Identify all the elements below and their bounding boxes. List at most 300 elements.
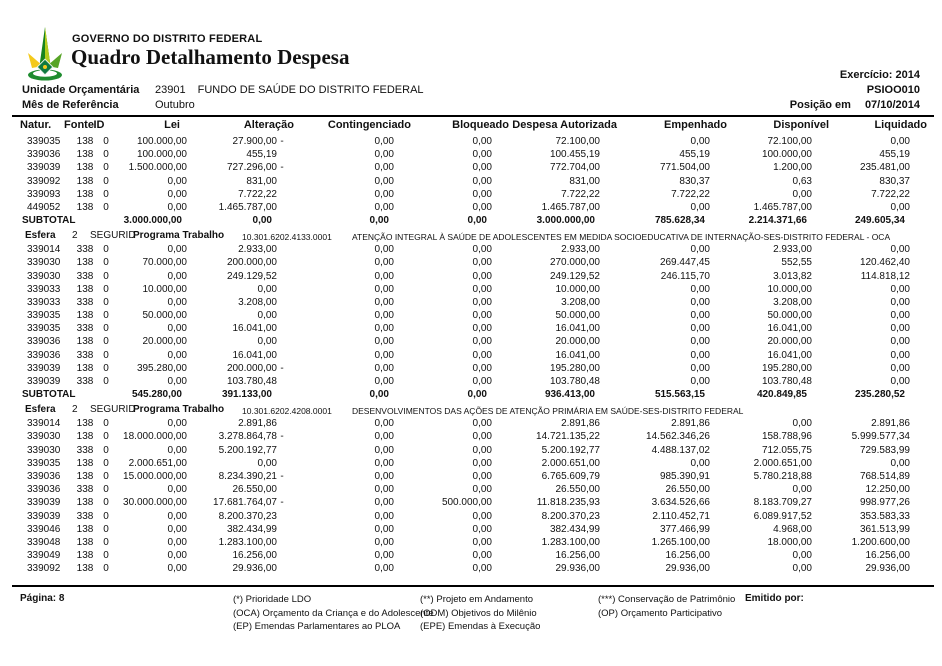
cell: 0,00	[792, 188, 812, 200]
cell: 0,00	[374, 244, 394, 256]
cell: 6.765.609,79	[541, 470, 600, 482]
column-header: Alteração	[243, 119, 294, 131]
cell: 72.100,00	[555, 136, 600, 147]
cell: 0,00	[374, 418, 394, 430]
table-row	[20, 296, 942, 309]
cell: 0,00	[374, 149, 394, 161]
cell: 103.780,48	[549, 376, 600, 387]
cell: 0,00	[167, 536, 187, 548]
cell: 0,00	[167, 201, 187, 213]
table-row	[20, 201, 942, 214]
cell: 377.466,99	[659, 523, 710, 535]
cell: 0,00	[374, 444, 394, 456]
cell: 30.000.000,00	[123, 497, 187, 509]
cell: 0,00	[890, 283, 910, 295]
cell: 0,00	[472, 296, 492, 308]
cell: 0,00	[472, 244, 492, 256]
cell: 0	[103, 270, 109, 282]
table-row	[20, 549, 942, 562]
cell: 1.465.787,00	[753, 201, 812, 213]
cell: 0,00	[472, 376, 492, 387]
cell: 269.447,45	[659, 257, 710, 269]
cell: 6.089.917,52	[753, 510, 812, 522]
cell: 0,00	[792, 418, 812, 430]
subtotal-cell: 391.133,00	[221, 389, 272, 401]
cell: 0,00	[890, 349, 910, 361]
cell: 0	[103, 244, 109, 256]
work-program-label: Programa Trabalho	[133, 404, 225, 416]
cell: 8.200.370,23	[541, 510, 600, 522]
cell: 338	[76, 510, 94, 522]
cell: 0,00	[374, 484, 394, 496]
cell: 0,00	[890, 310, 910, 322]
subtotal-cell: 0,00	[252, 215, 272, 227]
budget-unit-name: FUNDO DE SAÚDE DO DISTRITO FEDERAL	[197, 84, 424, 96]
page-footer	[0, 585, 942, 666]
cell: 0,00	[257, 283, 277, 295]
cell: 338	[76, 484, 94, 496]
budget-unit-code: 23901	[155, 84, 186, 96]
cell: 0,00	[472, 510, 492, 522]
work-program-label: Programa Trabalho	[133, 230, 225, 242]
cell: 0,00	[167, 376, 187, 387]
cell: 0,00	[167, 175, 187, 187]
nature-code-cell: 339036	[27, 336, 61, 348]
cell: 0,00	[690, 244, 710, 256]
cell: 0,00	[792, 563, 812, 575]
table-row	[20, 309, 942, 322]
cell: 338	[76, 349, 94, 361]
cell: 382.434,99	[226, 523, 277, 535]
subtotal-row	[20, 388, 942, 402]
cell: 100.000,00	[136, 149, 187, 161]
nature-code-cell: 339039	[27, 376, 61, 387]
cell: 0,00	[472, 188, 492, 200]
reference-month-row	[22, 99, 195, 111]
cell: 29.936,00	[665, 563, 710, 575]
cell: 0,00	[374, 270, 394, 282]
cell: 0,00	[374, 523, 394, 535]
subtotal-cell: 0,00	[467, 389, 487, 401]
cell: 16.041,00	[555, 349, 600, 361]
nature-code-cell: 339036	[27, 149, 61, 161]
cell: 0,00	[167, 188, 187, 200]
nature-code-cell: 339036	[27, 349, 61, 361]
cell: 0,00	[257, 336, 277, 348]
subtotal-cell: 785.628,34	[654, 215, 705, 227]
cell: 0,00	[374, 310, 394, 322]
cell: 0,00	[890, 296, 910, 308]
cell: 0,63	[792, 175, 812, 187]
position-date	[790, 99, 920, 111]
cell: 249.129,52	[226, 270, 277, 282]
nature-code-cell: 339030	[27, 257, 61, 269]
column-header: Despesa Autorizada	[512, 119, 617, 131]
cell: 0	[103, 188, 109, 200]
column-header: Natur.	[20, 119, 52, 131]
nature-code-cell: 339048	[27, 536, 61, 548]
nature-code-cell: 339049	[27, 550, 61, 562]
cell: 0,00	[472, 201, 492, 213]
table-row	[20, 362, 942, 375]
nature-code-cell: 339039	[27, 510, 61, 522]
cell: 0,00	[472, 149, 492, 161]
cell: 138	[76, 188, 94, 200]
cell: 138	[76, 336, 94, 348]
cell: 10.000,00	[555, 283, 600, 295]
cell: 100.455,19	[549, 149, 600, 161]
cell: 235.481,00	[859, 162, 910, 174]
cell: 2.891,86	[871, 418, 910, 430]
subtotal-cell: 515.563,15	[654, 389, 705, 401]
cell: 29.936,00	[232, 563, 277, 575]
cell: 0,00	[374, 470, 394, 482]
cell: 0,00	[472, 283, 492, 295]
legend-item: (OCA) Orçamento da Criança e do Adolescente	[233, 607, 434, 619]
cell: 249.129,52	[549, 270, 600, 282]
cell: 20.000,00	[142, 336, 187, 348]
nature-code-cell: 339035	[27, 310, 61, 322]
cell: 3.208,00	[238, 296, 277, 308]
cell: 0	[103, 457, 109, 469]
cell: 16.256,00	[665, 550, 710, 562]
work-program-code: 10.301.6202.4208.0001	[242, 405, 332, 416]
nature-code-cell: 339092	[27, 563, 61, 575]
cell: 0	[103, 310, 109, 322]
cell: 0	[103, 257, 109, 269]
cell: 138	[76, 523, 94, 535]
cell: 0	[103, 175, 109, 187]
cell: 138	[76, 283, 94, 295]
cell: 0	[103, 296, 109, 308]
cell: 18.000,00	[767, 536, 812, 548]
nature-code-cell: 339036	[27, 484, 61, 496]
cell: 0,00	[690, 376, 710, 387]
cell: 382.434,99	[549, 523, 600, 535]
nature-code-cell: 339030	[27, 444, 61, 456]
cell: 0,00	[374, 349, 394, 361]
cell: 2.891,86	[671, 418, 710, 430]
cell: 338	[76, 323, 94, 335]
cell: 158.788,96	[761, 431, 812, 443]
cell: 138	[76, 536, 94, 548]
cell: 729.583,99	[859, 444, 910, 456]
cell: 0,00	[472, 444, 492, 456]
nature-code-cell: 339033	[27, 283, 61, 295]
table-row	[20, 375, 942, 388]
cell: 0	[103, 376, 109, 387]
cell: 16.256,00	[232, 550, 277, 562]
cell: 830,37	[879, 175, 910, 187]
cell: 138	[76, 136, 94, 147]
cell: 395.280,00	[136, 362, 187, 374]
column-header: Fonte	[64, 119, 94, 131]
cell: 3.208,00	[773, 296, 812, 308]
column-header: ID	[93, 119, 105, 131]
subtotal-cell: 0,00	[369, 215, 389, 227]
cell: 338	[76, 296, 94, 308]
nature-code-cell: 339035	[27, 457, 61, 469]
cell: 1.200.600,00	[851, 536, 910, 548]
esfera-value: 2	[72, 404, 78, 416]
cell: 100.000,00	[136, 136, 187, 147]
cell: 0	[103, 349, 109, 361]
cell: 0,00	[690, 310, 710, 322]
cell: 20.000,00	[767, 336, 812, 348]
cell: 1.283.100,00	[541, 536, 600, 548]
cell: 1.283.100,00	[218, 536, 277, 548]
cell: 16.256,00	[865, 550, 910, 562]
table-row	[20, 444, 942, 457]
subtotal-cell: 3.000.000,00	[536, 215, 595, 227]
cell: 5.200.192,77	[541, 444, 600, 456]
nature-code-cell: 339030	[27, 431, 61, 443]
cell: 0	[103, 283, 109, 295]
exercise-year: Exercício: 2014	[839, 69, 920, 81]
cell: 727.296,00 -	[226, 162, 284, 174]
sphere-label: SEGURID	[90, 230, 136, 242]
cell: 0,00	[690, 136, 710, 147]
column-header: Contingenciado	[327, 119, 411, 131]
cell: 0,00	[472, 470, 492, 482]
cell: 7.722,22	[238, 188, 277, 200]
subtotal-label: SUBTOTAL	[22, 215, 76, 227]
cell: 0,00	[257, 457, 277, 469]
cell: 3.634.526,66	[651, 497, 710, 509]
cell: 8.183.709,27	[753, 497, 812, 509]
sphere-label: SEGURID	[90, 404, 136, 416]
cell: 2.933,00	[561, 244, 600, 256]
cell: 16.041,00	[767, 349, 812, 361]
cell: 712.055,75	[761, 444, 812, 456]
cell: 0,00	[472, 550, 492, 562]
cell: 0,00	[472, 323, 492, 335]
cell: 0,00	[690, 336, 710, 348]
cell: 16.041,00	[555, 323, 600, 335]
cell: 8.234.390,21 -	[218, 470, 284, 482]
position-value: 07/10/2014	[864, 99, 920, 111]
cell: 0	[103, 510, 109, 522]
cell: 0,00	[890, 362, 910, 374]
cell: 5.999.577,34	[851, 431, 910, 443]
cell: 270.000,00	[549, 257, 600, 269]
nature-code-cell: 339014	[27, 418, 61, 430]
cell: 8.200.370,23	[218, 510, 277, 522]
cell: 4.968,00	[773, 523, 812, 535]
cell: 0,00	[374, 162, 394, 174]
subtotal-label: SUBTOTAL	[22, 389, 76, 401]
position-label: Posição em	[789, 99, 851, 111]
cell: 0,00	[374, 257, 394, 269]
cell: 0	[103, 323, 109, 335]
cell: 0	[103, 162, 109, 174]
cell: 0,00	[690, 349, 710, 361]
cell: 3.013,82	[773, 270, 812, 282]
cell: 772.704,00	[549, 162, 600, 174]
cell: 0,00	[374, 497, 394, 509]
cell: 103.780,48	[226, 376, 277, 387]
cell: 0	[103, 470, 109, 482]
cell: 361.513,99	[859, 523, 910, 535]
budget-unit-label: Unidade Orçamentária	[22, 84, 140, 96]
cell: 50.000,00	[555, 310, 600, 322]
subtotal-cell: 2.214.371,66	[748, 215, 807, 227]
cell: 195.280,00	[761, 362, 812, 374]
cell: 0	[103, 418, 109, 430]
table-row	[20, 243, 942, 256]
page-number: 8	[58, 593, 65, 604]
cell: 200.000,00 -	[226, 362, 284, 374]
table-row	[20, 496, 942, 509]
cell: 0,00	[472, 536, 492, 548]
table-row	[20, 523, 942, 536]
cell: 0,00	[472, 310, 492, 322]
cell: 0,00	[374, 323, 394, 335]
legend-item: (EPE) Emendas à Execução	[420, 621, 541, 632]
cell: 246.115,70	[660, 270, 710, 282]
cell: 0	[103, 149, 109, 161]
cell: 0,00	[472, 175, 492, 187]
cell: 0,00	[374, 536, 394, 548]
emitted-by-label: Emitido por:	[745, 593, 804, 604]
cell: 114.818,12	[860, 270, 910, 282]
nature-code-cell: 339030	[27, 270, 61, 282]
cell: 2.891,86	[238, 418, 277, 430]
cell: 0,00	[890, 336, 910, 348]
table-row	[20, 536, 942, 549]
reference-month-label: Mês de Referência	[22, 99, 119, 111]
column-header: Bloqueado	[452, 119, 509, 131]
report-title: Quadro Detalhamento Despesa	[71, 45, 350, 69]
cell: 2.933,00	[238, 244, 277, 256]
cell: 0,00	[167, 563, 187, 575]
cell: 138	[76, 457, 94, 469]
cell: 0	[103, 362, 109, 374]
cell: 2.110.452,71	[652, 510, 710, 522]
cell: 200.000,00	[226, 257, 277, 269]
nature-code-cell: 339039	[27, 162, 61, 174]
page-number-row	[20, 593, 64, 604]
cell: 3.278.864,78 -	[218, 431, 284, 443]
cell: 0,00	[167, 323, 187, 335]
table-row	[20, 148, 942, 161]
subtotal-cell: 545.280,00	[131, 389, 182, 401]
cell: 2.891,86	[561, 418, 600, 430]
cell: 27.900,00 -	[232, 136, 284, 147]
cell: 0	[103, 497, 109, 509]
table-row	[20, 161, 942, 174]
cell: 18.000.000,00	[123, 431, 187, 443]
legend-column	[233, 593, 434, 634]
table-row	[20, 335, 942, 348]
cell: 0,00	[374, 431, 394, 443]
cell: 10.000,00	[767, 283, 812, 295]
cell: 138	[76, 431, 94, 443]
cell: 0,00	[792, 484, 812, 496]
cell: 29.936,00	[865, 563, 910, 575]
cell: 2.000.651,00	[753, 457, 812, 469]
cell: 0,00	[890, 244, 910, 256]
cell: 0,00	[690, 457, 710, 469]
cell: 831,00	[246, 175, 277, 187]
cell: 138	[76, 162, 94, 174]
cell: 0,00	[374, 175, 394, 187]
legend-item: (*) Prioridade LDO	[233, 594, 312, 605]
legend-item: (**) Projeto em Andamento	[420, 594, 534, 605]
table-row	[20, 175, 942, 188]
cell: 7.722,22	[871, 188, 910, 200]
subtotal-cell: 235.280,52	[854, 389, 905, 401]
cell: 455,19	[246, 149, 277, 161]
cell: 0,00	[374, 457, 394, 469]
cell: 0,00	[374, 510, 394, 522]
cell: 0,00	[374, 376, 394, 387]
cell: 5.780.218,88	[753, 470, 812, 482]
cell: 138	[76, 175, 94, 187]
cell: 0	[103, 336, 109, 348]
cell: 20.000,00	[555, 336, 600, 348]
legend-column	[420, 593, 540, 634]
cell: 0,00	[374, 283, 394, 295]
cell: 1.465.787,00	[218, 201, 277, 213]
nature-code-cell: 339014	[27, 244, 61, 256]
cell: 120.462,40	[859, 257, 910, 269]
table-row	[20, 562, 942, 575]
cell: 12.250,00	[865, 484, 910, 496]
cell: 100.000,00	[761, 149, 812, 161]
column-header: Empenhado	[664, 119, 727, 131]
cell: 0	[103, 550, 109, 562]
cell: 2.000.651,00	[128, 457, 187, 469]
esfera-value: 2	[72, 230, 78, 242]
cell: 14.562.346,26	[646, 431, 710, 443]
cell: 138	[76, 149, 94, 161]
legend-item: (EP) Emendas Parlamentares ao PLOA	[233, 621, 401, 632]
cell: 14.721.135,22	[536, 431, 600, 443]
table-row	[20, 256, 942, 269]
cell: 0	[103, 523, 109, 535]
cell: 195.280,00	[549, 362, 600, 374]
cell: 4.488.137,02	[651, 444, 710, 456]
header-divider	[12, 115, 934, 117]
cell: 0,00	[167, 484, 187, 496]
cell: 338	[76, 444, 94, 456]
legend-item: (***) Conservação de Patrimônio	[598, 594, 736, 605]
cell: 138	[76, 362, 94, 374]
cell: 138	[76, 563, 94, 575]
cell: 0,00	[472, 563, 492, 575]
nature-code-cell: 339036	[27, 470, 61, 482]
cell: 338	[76, 244, 94, 256]
cell: 11.818.235,93	[536, 497, 600, 509]
cell: 0,00	[690, 362, 710, 374]
cell: 0,00	[890, 457, 910, 469]
nature-code-cell: 339093	[27, 188, 61, 200]
table-row	[20, 483, 942, 496]
nature-code-cell: 339033	[27, 296, 61, 308]
cell: 998.977,26	[859, 497, 910, 509]
subtotal-cell: 936.413,00	[544, 389, 595, 401]
cell: 16.041,00	[232, 323, 277, 335]
cell: 16.041,00	[767, 323, 812, 335]
cell: 103.780,48	[761, 376, 812, 387]
cell: 0,00	[472, 457, 492, 469]
cell: 0,00	[690, 296, 710, 308]
cell: 0,00	[890, 376, 910, 387]
cell: 0,00	[472, 523, 492, 535]
table-row	[20, 510, 942, 523]
cell: 0,00	[374, 296, 394, 308]
